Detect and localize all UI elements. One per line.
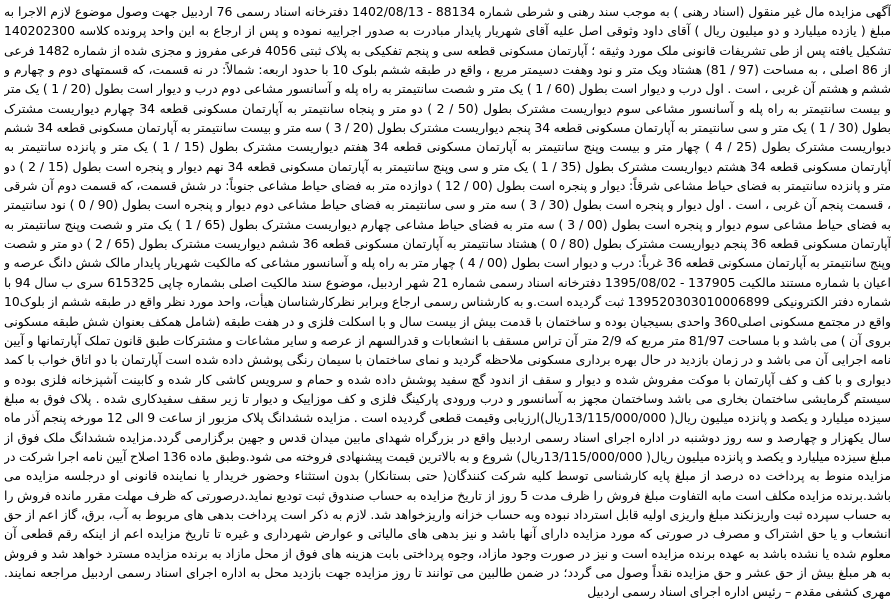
auction-notice-text: آگهی مزایده مال غیر منقول (اسناد رهنی ) به موجب سند رهنی و شرطی شماره 88134 - 1402/08/13 دفترخانه اسناد رسمی 76 اردبیل جهت وصول موضوع لازم الاجرا به مبلغ ( یازده میلیارد و دو میلیون ریال ) آقای داود وثوقی اصل علیه آقای شهریار پایدار مبادرت به صدور اجراییه نموده و پس از ارجاع به این واحد پرونده کلاسه 140202300 تشکیل یافته پس از طی تشریفات قانونی ملک مورد وثیقه ؛ آپارتمان مسکونی قطعه سی و پنجم تفکیکی به پلاک ثبتی 4056 فرعی مفروز و مجزی شده از شماره 1482 فرعی از 86 اصلی ، به مساحت (97 / 81) هشتاد ویک متر و نود وهفت دسیمتر مربع ، واقع در طبقه ششم بلوک 10 با حدود اربعه: شمالاً: در نه قسمت، که قسمتهای دوم و چهارم و ششم و هشتم آن غربی ، است . اول درب و دیوار است بطول (60 / 1 ) یک متر و شصت سانتیمتر به راه پله و آسانسور مشاعی دوم درب و دیوار است بطول (20 / 1 ) یک متر و بیست سانتیمتر به راه پله و آسانسور مشاعی سوم دیواریست مشترک بطول (50 / 2 ) دو متر و پنجاه سانتیمتر به آپارتمان مسکونی قطعه 34 چهارم دیواریست مشترک بطول (30 / 1 ) یک متر و سی سانتیمتر به آپارتمان مسکونی قطعه 34 پنجم دیواریست مشترک بطول (20 / 3 ) سه متر و بیست سانتیمتر به آپارتمان مسکونی قطعه 34 ششم دیواریست مشترک بطول (25 / 4 ) چهار متر و بیست وپنج سانتیمتر به آپارتمان مسکونی قطعه 34 هفتم دیواریست مشترک بطول (15 / 1 ) یک متر و پانزده سانتیمتر به آپارتمان مسکونی قطعه 34 هشتم دیواریست مشترک بطول (35 / 1 ) یک متر و سی وپنج سانتیمتر به آپارتمان مسکونی قطعه 34 نهم دیوار و پنجره است بطول (15 / 2 ) دو متر و پانزده سانتیمتر به فضای حیاط مشاعی شرقاً: دیوار و پنجره است بطول (00 / 12 ) دوازده متر به فضای حیاط مشاعی جنوباً: در شش قسمت، که قسمت دوم آن شرقی ، قسمت پنجم آن غربی ، است . اول دیوار و پنجره است بطول (30 / 3 ) سه متر و سی سانتیمتر به فضای حیاط مشاعی دوم دیوار و پنجره است بطول (90 / 0 ) نود سانتیمتر به فضای حیاط مشاعی سوم دیوار و پنجره است بطول (00 / 3 ) سه متر به فضای حیاط مشاعی چهارم دیواریست مشترک بطول (65 / 1 ) یک متر و شصت وپنج سانتیمتر به آپارتمان مسکونی قطعه 36 پنجم دیواریست مشترک بطول (80 / 0 ) هشتاد سانتیمتر به آپارتمان مسکونی قطعه 36 ششم دیواریست مشترک بطول (65 / 2 ) دو متر و شصت وپنج سانتیمتر به آپارتمان مسکونی قطعه 36 غرباً: درب و دیوار است بطول (00 / 4 ) چهار متر به راه پله و آسانسور مشاعی که مالکیت شهریار پایدار مالک شش دانگ عرصه و اعیان با شماره مستند مالکیت 137905 - 1395/08/02 دفترخانه اسناد رسمی شماره 21 شهر اردبیل، موضوع سند مالکیت اصلی بشماره چاپی 615325 سری ب سال 94 با شماره دفتر الکترونیکی 139520303010006899 ثبت گردیده است.و به کارشناس رسمی ارجاع وبرابر نظرکارشناسان هیأت، واحد مورد نظر واقع در طبقه ششم از بلوک10 واقع در مجتمع مسکونی اصلی360 واحدی بسیجیان بوده و ساختمان با قدمت بیش از بیست سال و با اسکلت فلزی و در هفت طبقه (شامل همکف بعنوان شش طبقه مسکونی بروی آن ) می باشد و با مساحت 81/97 متر مربع که 2/9 متر آن تراس مسقف با انشعابات و قدرالسهم از عرصه و سایر مشاعات و مشترکات طبق قانون تملک آپارتمانها و آیین نامه اجرایی آن می باشد و در زمان بازدید در حال بهره برداری مسکونی ملاحظه گردید و نمای ساختمان با سیمان رنگی پوشش داده شده است آپارتمان با دو اتاق خواب با کمد دیواری و با کف و کف آپارتمان با موکت مفروش شده و دیوار و سقف از اندود گچ سفید پوشش داده شده و حمام و سرویس کاشی کار شده و کابینت آشپزخانه فلزی بوده و سیستم گرمایشی ساختمان بخاری می باشد وساختمان مجهز به آسانسور و درب ورودی پارکینگ فلزی و کف موزاییک و دیوار تا زیر سقف سفیدکاری شده . پلاک فوق به مبلغ سیزده میلیارد و یکصد و پانزده میلیون ریال( 13/115/000/000ریال)ارزیابی وقیمت قطعی گردیده است . مزایده ششدانگ پلاک مزبور از ساعت 9 الی 12 مورخه پنجم آذر ماه سال یکهزار و چهارصد و سه روز دوشنبه در اداره اجرای اسناد رسمی اردبیل واقع در بزرگراه شهدای مابین میدان قدس و جهین برگزارمی گردد.مزایده ششدانگ ملک فوق از مبلغ سیزده میلیارد و یکصد و پانزده میلیون ریال( 13/115/000/000ریال) شروع و به بالاترین قیمت پیشنهادی فروخته می شود.وطبق ماده 136 اصلاح آیین نامه اجرا شرکت در مزایده منوط به پرداخت ده درصد از مبلغ پایه کارشناسی توسط کلیه شرکت کنندگان( حتی بستانکار) بدون استثناء وحضور خریدار یا نماینده قانونی او درجلسه مزایده می باشد.برنده مزایده مکلف است مابه التفاوت مبلغ فروش را ظرف مدت 5 روز از تاریخ مزایده به حساب صندوق ثبت تودیع نماید.درصورتی که ظرف مهلت مقرر مانده فروش را به حساب سپرده ثبت واریزنکند مبلغ واریزی اولیه قابل استرداد نبوده وبه حساب خزانه واریزخواهد شد. لازم به ذکر است پرداخت بدهی های مربوط به آب، برق، گاز اعم از حق انشعاب و یا حق اشتراک و مصرف در صورتی که مورد مزایده دارای آنها باشد و نیز بدهی های مالیاتی و عوارض شهرداری و غیره تا تاریخ مزایده اعم از اینکه رقم قطعی آن معلوم شده یا نشده باشد به عهده برنده مزایده است و نیز در صورت وجود مازاد، وجوه پرداختی بابت هزینه های فوق از محل مازاد به برنده مزایده مسترد خواهد شد و فروش به هر مبلغ بیش از حق عشر و حق مزایده نقداً وصول می گردد؛ در ضمن طالبین می توانند تا روز مزایده جهت بازدید محل به اداره اجرای اسناد رسمی اردبیل مراجعه نمایند. مهری کشفی مقدم – رئیس اداره اجرای اسناد رسمی اردبیل [4,4,891,600]
